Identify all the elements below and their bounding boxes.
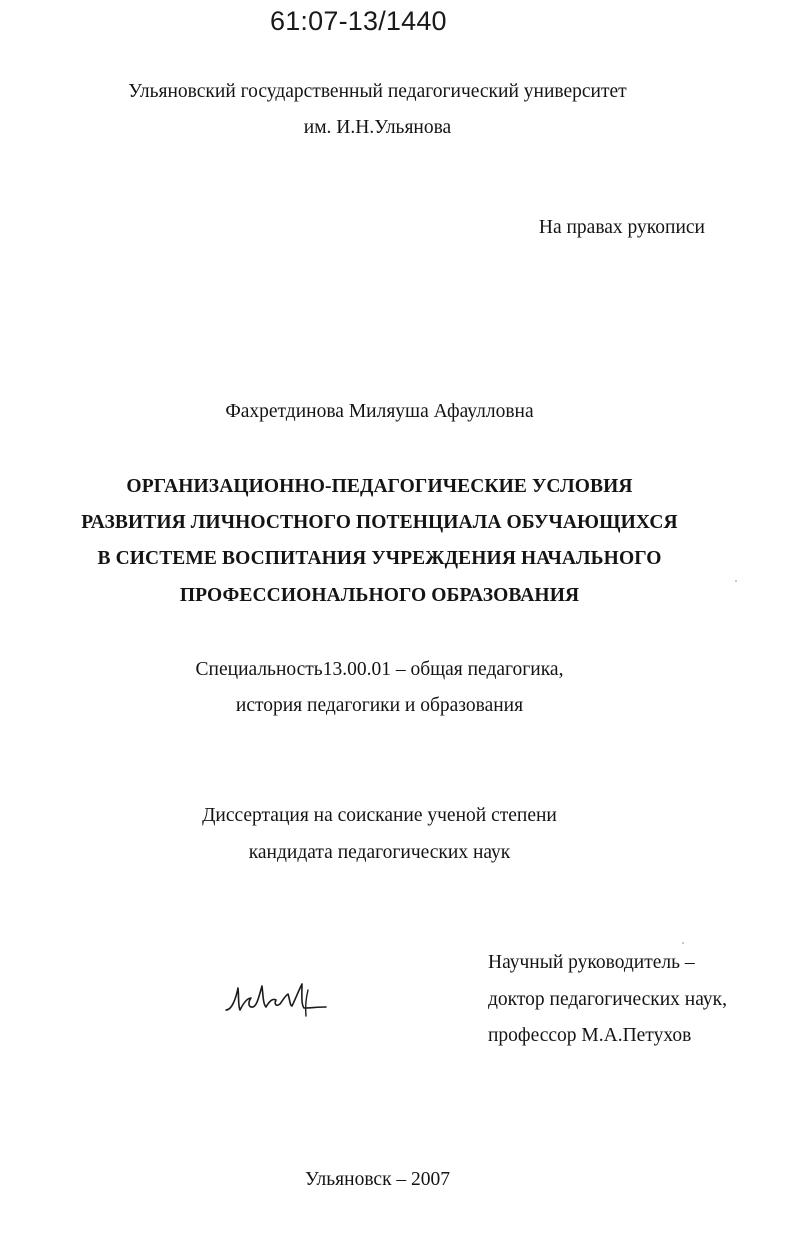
advisor-degree: доктор педагогических наук, bbox=[488, 989, 727, 1010]
catalog-number: 61:07-13/1440 bbox=[270, 6, 447, 36]
manuscript-rights-note: На правах рукописи bbox=[538, 217, 705, 238]
scan-speck bbox=[735, 580, 737, 582]
university-named-after: им. И.Н.Ульянова bbox=[303, 117, 452, 138]
title-line-1: ОРГАНИЗАЦИОННО-ПЕДАГОГИЧЕСКИЕ УСЛОВИЯ bbox=[126, 476, 633, 497]
title-line-4: ПРОФЕССИОНАЛЬНОГО ОБРАЗОВАНИЯ bbox=[179, 585, 580, 606]
specialty-line-1: Специальность13.00.01 – общая педагогика, bbox=[195, 659, 564, 680]
dissertation-line-1: Диссертация на соискание ученой степени bbox=[202, 805, 557, 826]
university-name: Ульяновский государственный педагогический университет bbox=[128, 81, 627, 102]
advisor-name: профессор М.А.Петухов bbox=[488, 1025, 692, 1046]
specialty-line-2: история педагогики и образования bbox=[235, 695, 524, 716]
dissertation-line-2: кандидата педагогических наук bbox=[248, 842, 511, 863]
author-name: Фахретдинова Миляуша Афаулловна bbox=[225, 401, 534, 422]
title-line-2: РАЗВИТИЯ ЛИЧНОСТНОГО ПОТЕНЦИАЛА ОБУЧАЮЩИХСЯ bbox=[81, 512, 678, 533]
city-year: Ульяновск – 2007 bbox=[304, 1169, 451, 1190]
advisor-role: Научный руководитель – bbox=[488, 952, 695, 973]
handwritten-signature bbox=[222, 980, 342, 1025]
title-line-3: В СИСТЕМЕ ВОСПИТАНИЯ УЧРЕЖДЕНИЯ НАЧАЛЬНОГО bbox=[97, 548, 662, 569]
scan-speck bbox=[682, 942, 684, 944]
